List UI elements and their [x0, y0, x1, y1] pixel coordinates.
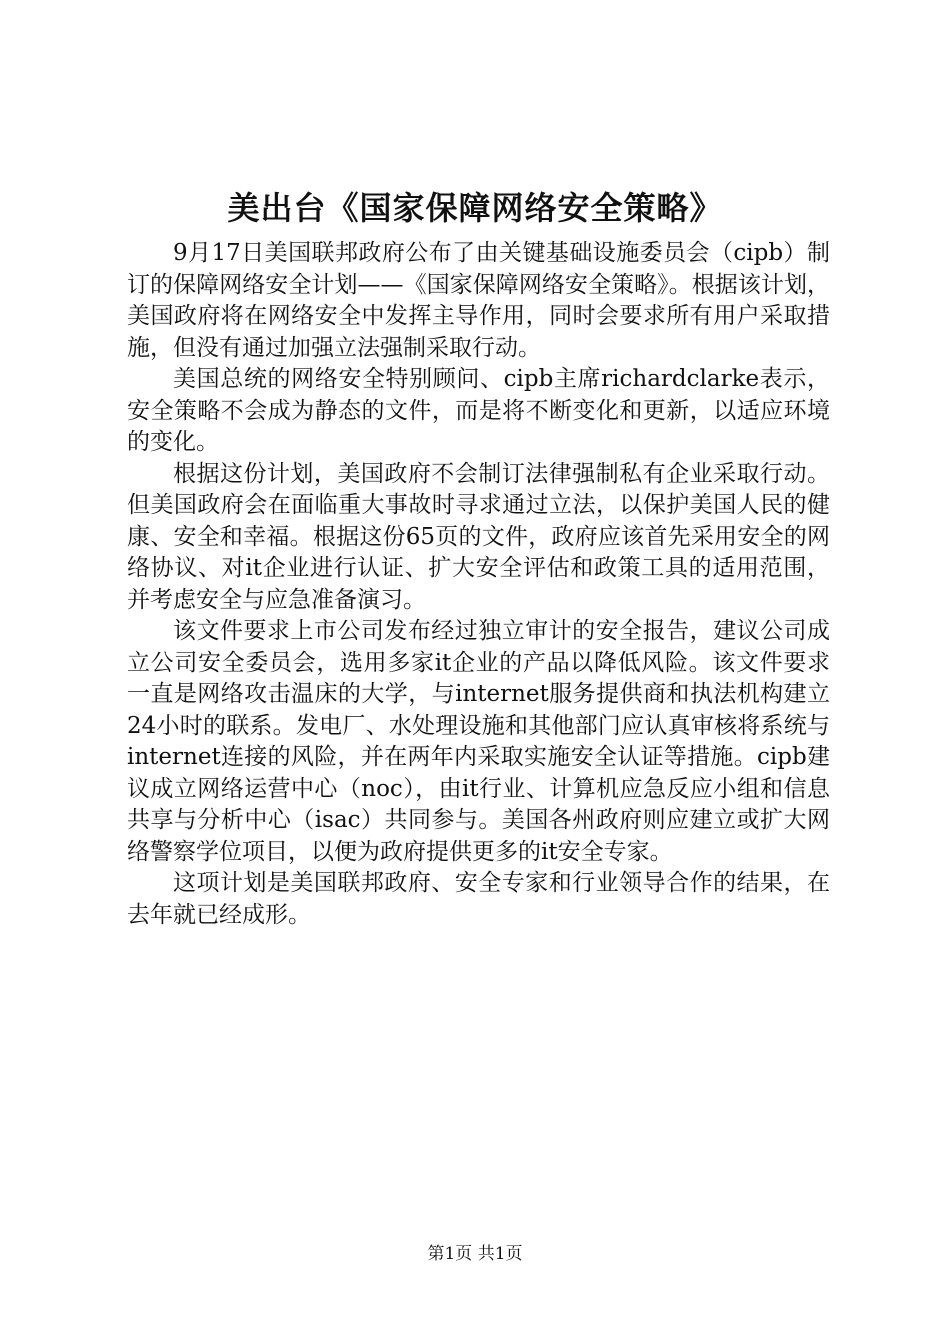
- paragraph-5: 这项计划是美国联邦政府、安全专家和行业领导合作的结果，在去年就已经成形。: [127, 870, 830, 928]
- document-title: 美出台《国家保障网络安全策略》: [227, 189, 723, 227]
- document-body: [127, 238, 830, 931]
- paragraph-3: 根据这份计划，美国政府不会制订法律强制私有企业采取行动。但美国政府会在面临重大事故时寻求通过立法，以保护美国人民的健康、安全和幸福。根据这份65页的文件，政府应该首先采用安全的网络协议、对it企业进行认证、扩大安全评估和政策工具的适用范围，并考虑安全与应急准备演习。: [127, 460, 830, 613]
- page-number-footer: 第1页 共1页: [427, 1244, 523, 1264]
- paragraph-2: 美国总统的网络安全特别顾问、cipb主席richardclarke表示，安全策略不会成为静态的文件，而是将不断变化和更新，以适应环境的变化。: [127, 366, 830, 455]
- paragraph-1: 9月17日美国联邦政府公布了由关键基础设施委员会（cipb）制订的保障网络安全计划——《国家保障网络安全策略》。根据该计划，美国政府将在网络安全中发挥主导作用，同时会要求所有用户采取措施，但没有通过加强立法强制采取行动。: [127, 240, 830, 361]
- paragraph-4: 该文件要求上市公司发布经过独立审计的安全报告，建议公司成立公司安全委员会，选用多家it企业的产品以降低风险。该文件要求一直是网络攻击温床的大学，与internet服务提供商和执法机构建立24小时的联系。发电厂、水处理设施和其他部门应认真审核将系统与internet连接的风险，并在两年内采取实施安全认证等措施。cipb建议成立网络运营中心（noc），由it行业、计算机应急反应小组和信息共享与分析中心（isac）共同参与。美国各州政府则应建立或扩大网络警察学位项目，以便为政府提供更多的it安全专家。: [127, 618, 830, 865]
